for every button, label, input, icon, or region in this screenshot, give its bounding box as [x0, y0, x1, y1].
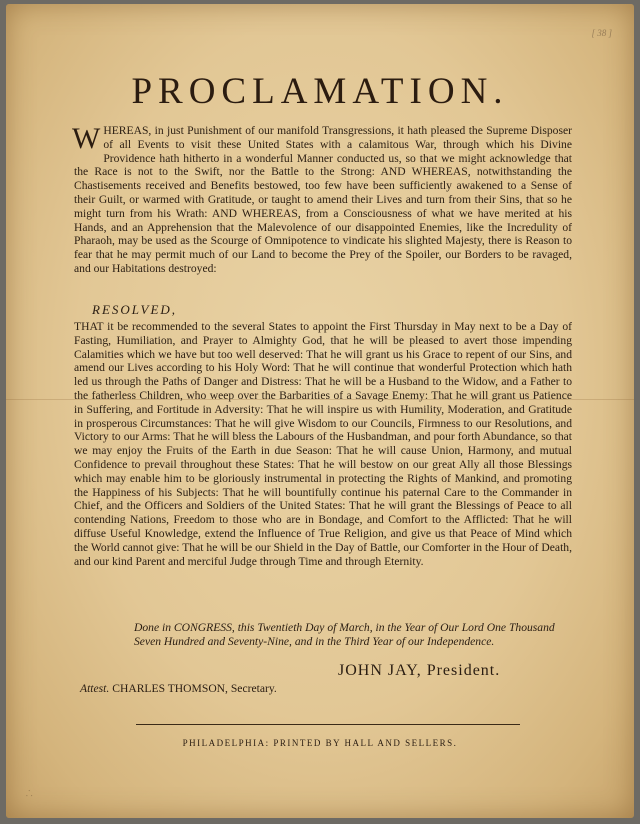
drop-cap: W: [72, 122, 101, 155]
divider-rule: [136, 724, 520, 725]
signature-president: JOHN JAY, President.: [338, 662, 501, 679]
resolved-heading: RESOLVED,: [92, 302, 178, 317]
proclamation-title: PROCLAMATION.: [131, 71, 509, 112]
attest-label: Attest.: [80, 682, 110, 695]
manuscript-note: [24, 20, 134, 28]
resolution-paragraph: THAT it be recommended to the several States to appoint the First Thursday in May next to be a Day of Fasting, Humiliation, and Prayer to Almighty God, that he will be pleased to avert those impending Calamities which we have but too well deserved: That he will grant us his Grace to repent of our Sins, and amend our Lives according to his Holy Word: That he will continue that wonderful Protection which hath led us through the Paths of Danger and Distress: That he will be a Husband to the Widow, and a Father to the fatherless Children, who weep over the Barbarities of a Savage Enemy: That he will grant us Patience in Suffering, and Fortitude in Adversity: That he will inspire us with Humility, Moderation, and Gratitude in prosperous Circumstances: That he will give Wisdom to our Councils, Firmness to our Resolutions, and Victory to our Arms: That he will bless the Labours of the Husbandman, and pour forth Abundance, so that we may enjoy the Fruits of the Earth in due Season: That he will cause Union, Harmony, and mutual Confidence to prevail throughout these States: That he will bestow on our great Ally all those Blessings which may enable him to be gloriously instrumental in protecting the Rights of Mankind, and promoting the Happiness of his Subjects: That he will bountifully continue his paternal Care to the Commander in Chief, and the Officers and Soldiers of the United States: That he will grant the Blessings of Peace to all contending Nations, Freedom to those who are in Bondage, and Comfort to the Afflicted: That he will diffuse Useful Knowledge, extend the Influence of True Religion, and give us that Peace of Mind which the World cannot give: That he will be our Shield in the Day of Battle, our Comforter in the Hour of Death, and our kind Parent and merciful Judge through Time and through Eternity.: [74, 320, 572, 568]
margin-mark: ⸫: [26, 789, 33, 798]
whereas-paragraph: [74, 124, 572, 276]
whereas-text: HEREAS, in just Punishment of our manifold Transgressions, it hath pleased the Supreme Disposer of all Events to visit these United States with a calamitous War, through which his Divine Providence hath hitherto in a wonderful Manner conducted us, so that we might acknowledge that the Race is not to the Swift, nor the Battle to the Strong: AND WHEREAS, notwithstanding the Chastisements received and Benefits bestowed, too few have been sufficiently awakened to a Sense of their Guilt, or warmed with Gratitude, or taught to amend their Lives and turn from their Sins, that so he might turn from his Wrath: AND WHEREAS, from a Consciousness of what we have merited at his Hands, and an Apprehension that the Malevolence of our disappointed Enemies, like the Incredulity of Pharaoh, may be used as the Scourge of Omnipotence to vindicate his slighted Majesty, there is Reason to fear that he may permit much of our Land to become the Prey of the Spoiler, our Borders to be ravaged, and our Habitations destroyed:: [74, 124, 572, 275]
attestation: [80, 682, 277, 695]
done-in-congress: Done in CONGRESS, this Twentieth Day of March, in the Year of Our Lord One Thousand Seven Hundred and Seventy-Nine, and in the Third Year of our Independence.: [134, 621, 555, 648]
printer-imprint: PHILADELPHIA: PRINTED BY HALL AND SELLERS.: [182, 738, 458, 748]
attest-name: CHARLES THOMSON, Secretary.: [112, 682, 277, 695]
corner-number: [ 38 ]: [591, 28, 612, 38]
document-sheet: [6, 4, 634, 818]
